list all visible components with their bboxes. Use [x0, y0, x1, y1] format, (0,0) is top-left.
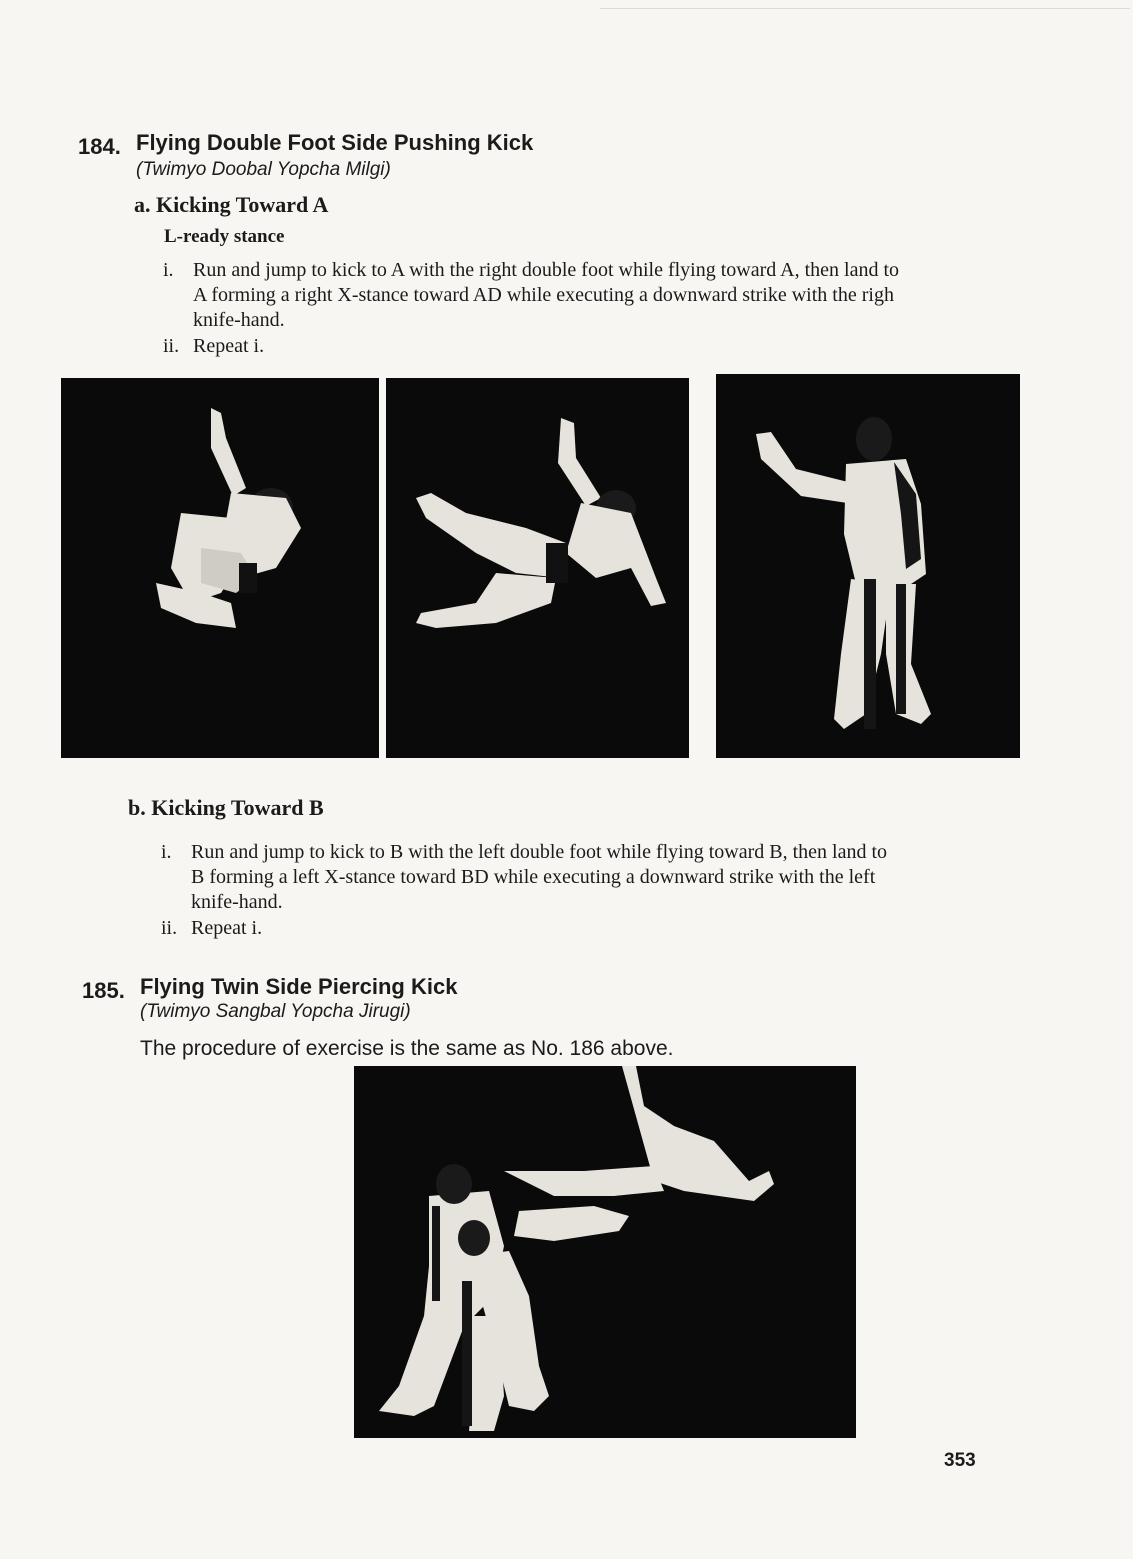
- step-marker: ii.: [161, 917, 178, 939]
- part-b-heading: b. Kicking Toward B: [128, 795, 324, 820]
- page-number: 353: [944, 1450, 976, 1471]
- photo-flying-kick-1: [61, 378, 379, 758]
- part-a-step-1: [163, 258, 903, 333]
- ready-stance-label: L-ready stance: [164, 226, 285, 247]
- step-text: Repeat i.: [191, 917, 263, 939]
- photo-landing-x-stance: [716, 374, 1020, 758]
- section-185-title: Flying Twin Side Piercing Kick: [140, 974, 458, 999]
- photo-figure-graphic: [354, 1066, 856, 1438]
- photo-figure-graphic: [61, 378, 379, 758]
- section-184-subtitle: (Twimyo Doobal Yopcha Milgi): [136, 159, 391, 180]
- step-text: Run and jump to kick to A with the right double foot while flying toward A, then land to A forming a right X-stance toward AD while executing a downward strike with the righ knife-hand.: [193, 259, 900, 331]
- part-a-heading: a. Kicking Toward A: [134, 192, 329, 217]
- section-184-number: 184.: [78, 134, 121, 159]
- section-185-number: 185.: [82, 978, 125, 1003]
- section-185-description: The procedure of exercise is the same as No. 186 above.: [140, 1037, 674, 1060]
- step-text: Run and jump to kick to B with the left double foot while flying toward B, then land to B forming a left X-stance toward BD while executing a downward strike with the left knife-hand.: [191, 841, 888, 913]
- top-scan-edge: [600, 8, 1130, 9]
- part-a-step-2: [163, 334, 903, 359]
- photo-figure-graphic: [716, 374, 1020, 758]
- part-b-step-2: [161, 916, 901, 941]
- step-marker: i.: [161, 841, 172, 863]
- part-b-step-1: [161, 840, 901, 915]
- step-marker: ii.: [163, 335, 180, 357]
- photo-figure-graphic: [386, 378, 689, 758]
- section-185-subtitle: (Twimyo Sangbal Yopcha Jirugi): [140, 1001, 411, 1022]
- photo-twin-side-piercing-kick: [354, 1066, 856, 1438]
- step-text: Repeat i.: [193, 335, 265, 357]
- step-marker: i.: [163, 259, 174, 281]
- photo-flying-kick-2: [386, 378, 689, 758]
- section-184-title: Flying Double Foot Side Pushing Kick: [136, 130, 534, 155]
